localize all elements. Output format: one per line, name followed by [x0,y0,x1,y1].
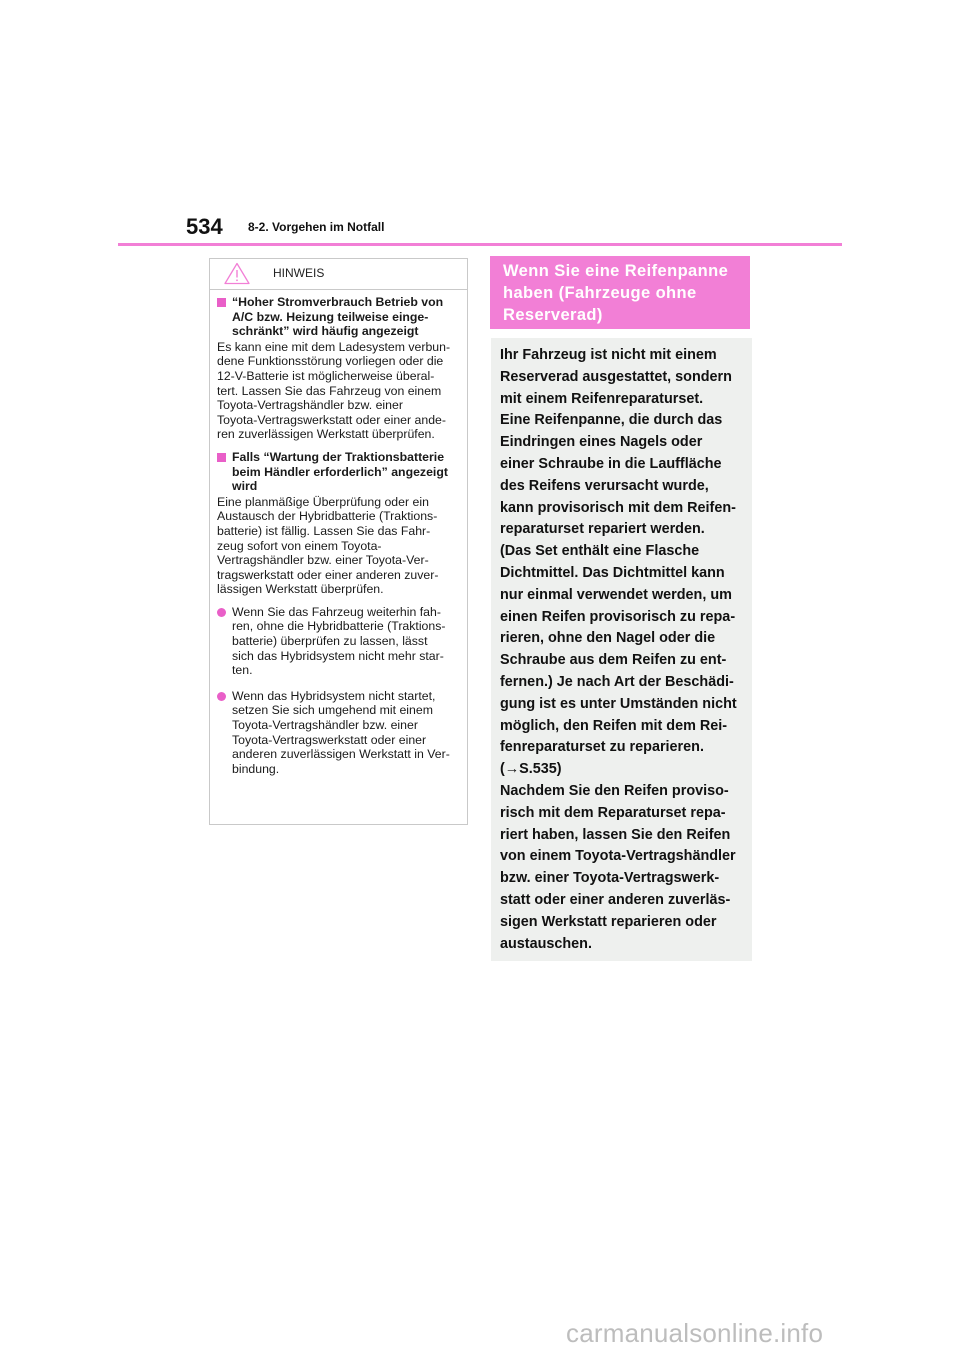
section-title: 8-2. Vorgehen im Notfall [248,220,385,234]
topic-body: Ihr Fahrzeug ist nicht mit einem Reserverad ausgestattet, sondern mit einem Reifenreparaturset. Eine Reifenpanne, die durch das Eindringen eines Nagels oder einer Schraube in die Lauffläche des Reifens verursacht wurde, kann provisorisch mit dem Reifen- reparaturset repariert werden. (Das Set enthält eine Flasche Dichtmittel. Das Dichtmittel kann nur einmal verwendet werden, um einen Reifen provisorisch zu repa- rieren, ohne den Nagel oder die Schraube aus dem Reifen zu ent- fernen.) Je nach Art der Beschädi- gung ist es unter Umständen nicht möglich, den Reifen mit dem Rei- fenreparaturset zu reparieren. (→S.535) Nachdem Sie den Reifen proviso- risch mit dem Reparaturset repa- riert haben, lassen Sie den Reifen von einem Toyota-Vertragshändler bzw. einer Toyota-Vertragswerk- statt oder einer anderen zuverläs- sigen Werkstatt reparieren oder austauschen. [491,338,752,961]
note-bullet [217,689,459,777]
note-body [210,290,467,776]
note-bullet-text: Wenn Sie das Fahrzeug weiterhin fah- ren, ohne die Hybridbatterie (Traktions- batterie) überprüfen zu lassen, lässt sich das Hybridsystem nicht mehr star- ten. [232,604,446,678]
note-box [209,258,468,825]
note-bullet-text: Wenn das Hybridsystem nicht startet, setzen Sie sich umgehend mit einem Toyota-Vertragshändler bzw. einer Toyota-Vertragswerkstatt oder einer anderen zuverlässigen Werkstatt in Ver- bindung. [232,688,450,776]
note-bullet [217,605,459,678]
page-number: 534 [186,214,223,239]
note-label: HINWEIS [273,266,325,280]
note-item-heading: Falls “Wartung der Traktionsbatterie beim Händler erforderlich” angezeigt wird [232,449,448,494]
topic-heading: Wenn Sie eine Reifenpanne haben (Fahrzeuge ohne Reserverad) [490,256,750,329]
footer-watermark[interactable]: carmanualsonline.info [566,1318,824,1348]
circle-bullet-icon [217,608,226,617]
note-header [210,259,467,290]
square-bullet-icon [217,453,226,462]
header-rule [118,243,842,246]
note-item [217,450,459,776]
note-item [217,295,459,442]
circle-bullet-icon [217,692,226,701]
warning-triangle-icon [224,262,250,285]
note-item-heading: “Hoher Stromverbrauch Betrieb von A/C bzw. Heizung teilweise einge- schränkt” wird häufig angezeigt [232,295,444,339]
square-bullet-icon [217,298,226,307]
note-item-text: Es kann eine mit dem Ladesystem verbun- dene Funktionsstörung vorliegen oder die 12-V-Batterie ist möglicherweise überal- tert. Lassen Sie das Fahrzeug von einem Toyota-Vertragshändler bzw. einer Toyota-Vertragswerkstatt oder einer ande- ren zuverlässigen Werkstatt überprüfen. [217,339,451,442]
note-item-text: Eine planmäßige Überprüfung oder ein Austausch der Hybridbatterie (Traktions- batterie) ist fällig. Lassen Sie das Fahr- zeug sofort von einem Toyota- Vertragshändler bzw. einer Toyota-Ver- tragswerkstatt oder einer anderen zuver- lässigen Werkstatt überprüfen. [217,494,439,597]
